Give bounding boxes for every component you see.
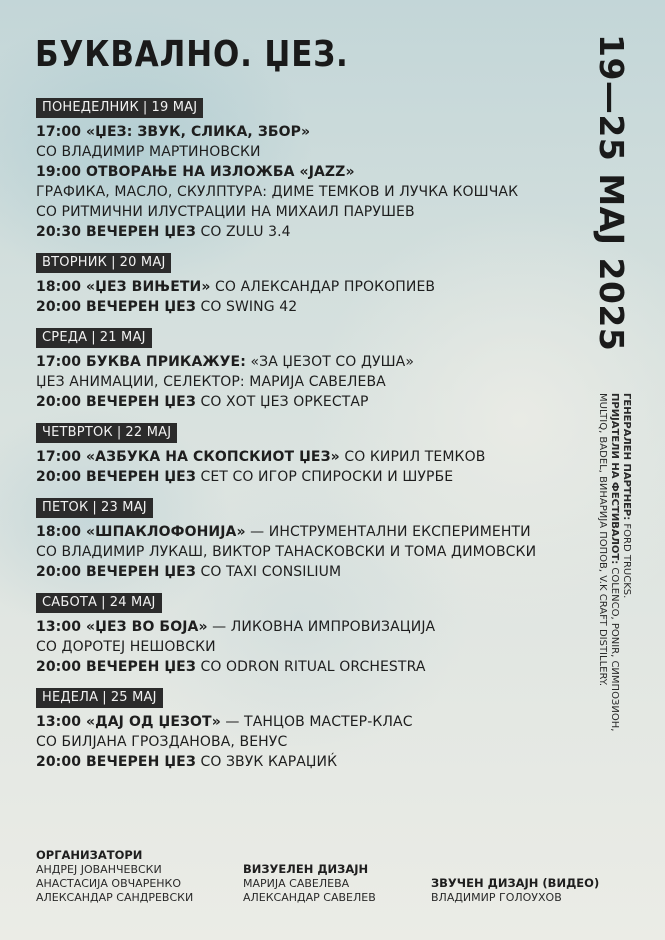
event-line: [36, 712, 591, 732]
day-date: 24 МАЈ: [109, 595, 156, 610]
event-highlight: 20:30 ВЕЧЕРЕН ЏЕЗ: [36, 224, 196, 240]
schedule: [36, 96, 591, 781]
event-line: [36, 562, 591, 582]
event-highlight: 17:00 «АЗБУКА НА СКОПСКИОТ ЏЕЗ»: [36, 449, 340, 465]
event-detail: СО ВЛАДИМИР ЛУКАШ, ВИКТОР ТАНАСКОВСКИ И ТОМА ДИМОВСКИ: [36, 544, 537, 560]
event-detail: СО РИТМИЧНИ ИЛУСТРАЦИИ НА МИХАИЛ ПАРУШЕВ: [36, 204, 415, 220]
event-highlight: 17:00 «ЏЕЗ: ЗВУК, СЛИКА, ЗБОР»: [36, 124, 311, 140]
event-line: [36, 392, 591, 412]
event-highlight: 20:00 ВЕЧЕРЕН ЏЕЗ: [36, 299, 196, 315]
event-highlight: 20:00 ВЕЧЕРЕН ЏЕЗ: [36, 469, 196, 485]
event-detail: СО ЗВУК КАРАЏИЌ: [195, 754, 338, 770]
event-line: [36, 277, 591, 297]
credits-name: ВЛАДИМИР ГОЛОУХОВ: [431, 891, 562, 904]
event-detail: СО КИРИЛ ТЕМКОВ: [339, 449, 486, 465]
day-date: 25 МАЈ: [110, 690, 157, 705]
day-label: [36, 98, 203, 118]
event-line: [36, 297, 591, 317]
friends-label: ПРИЈАТЕЛИ НА ФЕСТИВАЛОТ:: [609, 393, 620, 565]
event-line: [36, 142, 591, 162]
partners-line-3: [596, 393, 608, 686]
day-separator: |: [102, 690, 107, 705]
event-line: [36, 752, 591, 772]
event-line: [36, 447, 591, 467]
day-separator: |: [116, 425, 122, 440]
day-date: 23 МАЈ: [101, 500, 147, 515]
friends-value-2: MULTIQ, BADEL, ВИНАРИЈА ПОПОВ, V.K CRAFT DISTILLERY.: [597, 393, 608, 687]
event-line: [36, 162, 591, 182]
event-highlight: 13:00 «ЏЕЗ ВО БОЈА»: [36, 619, 208, 635]
event-line: [36, 542, 591, 562]
day-date: 20 МАЈ: [119, 255, 166, 270]
event-detail: СО АЛЕКСАНДАР ПРОКОПИЕВ: [210, 279, 436, 295]
day-separator: |: [111, 255, 116, 270]
event-detail: СО ODRON RITUAL ORCHESTRA: [195, 659, 426, 675]
event-detail: СО ZULU 3.4: [195, 224, 291, 240]
credits-name: АЛЕКСАНДАР САВЕЛЕВ: [243, 891, 376, 904]
credits-visual: [243, 862, 376, 905]
day-separator: |: [91, 330, 96, 345]
credits-name: АЛЕКСАНДАР САНДРЕВСКИ: [36, 891, 194, 904]
day-label: [36, 328, 152, 348]
event-line: [36, 352, 591, 372]
event-detail: СЕТ СО ИГОР СПИРОСКИ И ШУРБЕ: [195, 469, 454, 485]
day-name: САБОТА: [42, 595, 98, 610]
event-highlight: 18:00 «ЏЕЗ ВИЊЕТИ»: [36, 279, 211, 295]
event-detail: — ИНСТРУМЕНТАЛНИ ЕКСПЕРИМЕНТИ: [245, 524, 531, 540]
friends-value: COLENCO, PONIR, СИМПОЗИОН,: [609, 564, 620, 732]
credits-heading: ВИЗУЕЛЕН ДИЗАЈН: [243, 862, 369, 876]
event-line: [36, 732, 591, 752]
event-line: [36, 222, 591, 242]
day-label: [36, 498, 153, 518]
event-line: [36, 202, 591, 222]
event-highlight: 20:00 ВЕЧЕРЕН ЏЕЗ: [36, 564, 196, 580]
credits-name: МАРИЈА САВЕЛЕВА: [243, 877, 350, 890]
event-line: [36, 657, 591, 677]
day-separator: |: [142, 100, 148, 115]
partners-line-1: [620, 393, 632, 598]
day-block: [36, 326, 591, 412]
event-detail: СО ХОТ ЏЕЗ ОРКЕСТАР: [195, 394, 369, 410]
event-highlight: 20:00 ВЕЧЕРЕН ЏЕЗ: [36, 659, 196, 675]
event-highlight: 20:00 ВЕЧЕРЕН ЏЕЗ: [36, 754, 196, 770]
partners-line-2: [608, 393, 620, 731]
day-block: [36, 421, 591, 487]
day-label: [36, 423, 177, 443]
day-name: НЕДЕЛА: [42, 690, 99, 705]
event-line: [36, 467, 591, 487]
day-name: ПЕТОК: [42, 500, 89, 515]
partners-block: [598, 393, 638, 733]
event-highlight: 18:00 «ШПАКЛОФОНИЈА»: [36, 524, 246, 540]
event-detail: СО ВЛАДИМИР МАРТИНОВСКИ: [36, 144, 261, 160]
general-partner-value: FORD TRUCKS.: [621, 520, 632, 599]
event-highlight: 13:00 «ДАЈ ОД ЏЕЗОТ»: [36, 714, 221, 730]
day-date: 21 МАЈ: [99, 330, 146, 345]
day-block: [36, 591, 591, 677]
day-name: ВТОРНИК: [42, 255, 108, 270]
poster-title: БУКВАЛНО. ЏЕЗ.: [35, 34, 349, 75]
general-partner-label: ГЕНЕРАЛЕН ПАРТНЕР:: [621, 393, 632, 521]
day-block: [36, 496, 591, 582]
credits-heading: ЗВУЧЕН ДИЗАЈН (ВИДЕО): [431, 876, 600, 890]
event-line: [36, 122, 591, 142]
event-detail: — ТАНЦОВ МАСТЕР-КЛАС: [220, 714, 413, 730]
event-highlight: 17:00 БУКВА ПРИКАЖУЕ:: [36, 354, 246, 370]
date-range: [591, 34, 635, 364]
event-line: [36, 637, 591, 657]
event-line: [36, 617, 591, 637]
credits-heading: ОРГАНИЗАТОРИ: [36, 848, 143, 862]
credits-name: АНАСТАСИЈА ОВЧАРЕНКО: [36, 877, 182, 890]
day-date: 19 МАЈ: [151, 100, 198, 115]
day-name: ЧЕТВРТОК: [42, 425, 113, 440]
day-block: [36, 96, 591, 242]
event-detail: СО SWING 42: [195, 299, 298, 315]
day-separator: |: [101, 595, 106, 610]
credits-organizers: [36, 848, 193, 905]
date-range-text: 19—25 МАЈ 2025: [592, 34, 631, 352]
event-line: [36, 182, 591, 202]
event-line: [36, 372, 591, 392]
day-block: [36, 686, 591, 772]
event-line: [36, 522, 591, 542]
event-detail: СО БИЛЈАНА ГРОЗДАНОВА, ВЕНУС: [36, 734, 288, 750]
event-detail: ЏЕЗ АНИМАЦИИ, СЕЛЕКТОР: МАРИЈА САВЕЛЕВА: [36, 374, 386, 390]
day-label: [36, 688, 163, 708]
day-label: [36, 593, 162, 613]
day-label: [36, 253, 171, 273]
credits-sound: [431, 876, 599, 905]
day-separator: |: [92, 500, 97, 515]
day-name: ПОНЕДЕЛНИК: [42, 100, 139, 115]
event-detail: СО TAXI CONSILIUM: [195, 564, 342, 580]
event-highlight: 19:00 ОТВОРАЊЕ НА ИЗЛОЖБА «JAZZ»: [36, 164, 355, 180]
event-detail: «ЗА ЏЕЗОТ СО ДУША»: [245, 354, 415, 370]
day-name: СРЕДА: [42, 330, 88, 345]
event-highlight: 20:00 ВЕЧЕРЕН ЏЕЗ: [36, 394, 196, 410]
event-detail: — ЛИКОВНА ИМПРОВИЗАЦИЈА: [207, 619, 436, 635]
day-date: 22 МАЈ: [125, 425, 172, 440]
day-block: [36, 251, 591, 317]
event-detail: СО ДОРОТЕЈ НЕШОВСКИ: [36, 639, 216, 655]
event-detail: ГРАФИКА, МАСЛО, СКУЛПТУРА: ДИМЕ ТЕМКОВ И ЛУЧКА КОШЧАК: [36, 184, 519, 200]
credits-name: АНДРЕЈ ЈОВАНЧЕВСКИ: [36, 863, 162, 876]
